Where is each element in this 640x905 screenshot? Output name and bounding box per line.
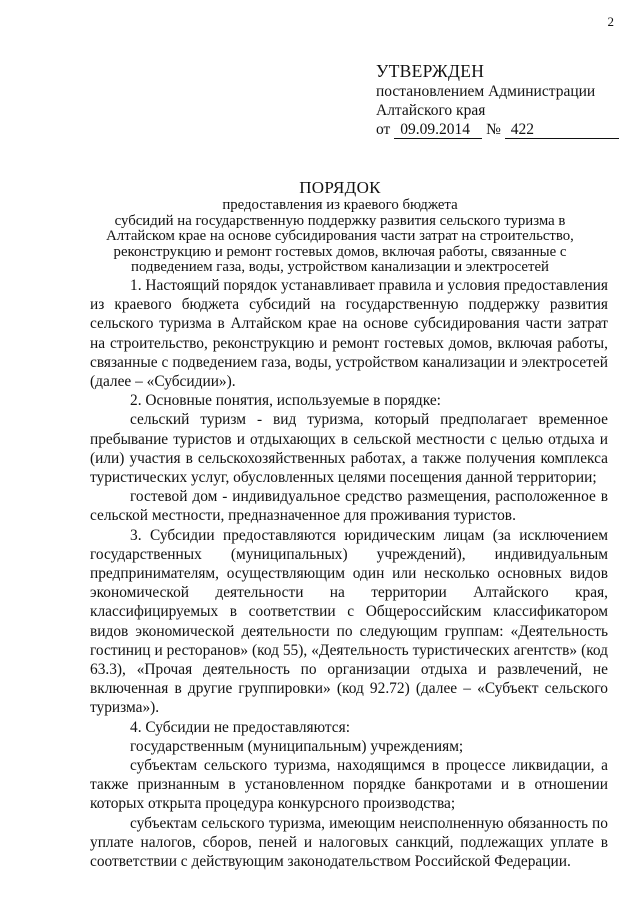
paragraph-4: 4. Субсидии не предоставляются: xyxy=(130,718,350,736)
approval-date: 09.09.2014 xyxy=(394,122,482,139)
approval-heading: УТВЕРЖДЕН xyxy=(376,61,485,81)
paragraph-2: 2. Основные понятия, используемые в порядке: xyxy=(130,392,441,410)
definition-guest-house: гостевой дом - индивидуальное средство размещения, расположенное в сельской местности, предназначенное для проживания туристов. xyxy=(90,488,608,525)
definition-rural-tourism: сельский туризм - вид туризма, который предполагает временное пребывание туристов и отдыхающих в сельской местности с целью отдыха и (или) участия в сельскохозяйственных работах, а также получения комплекса туристических услуг, обусловленных целями посещения данной территории; xyxy=(90,411,608,487)
number-prefix: № xyxy=(486,121,501,138)
document-body xyxy=(90,276,608,871)
exclusion-item: субъектам сельского туризма, имеющим неисполненную обязанность по уплате налогов, сборов, пеней и налоговых санкций, подлежащих уплате в соответствии с действующим законодательством Российской Федерации. xyxy=(90,814,608,871)
page-number: 2 xyxy=(607,14,614,29)
title-heading: ПОРЯДОК xyxy=(299,178,381,197)
date-prefix: от xyxy=(376,121,391,138)
title-line: реконструкцию и ремонт гостевых домов, включая работы, связанные с xyxy=(113,243,567,260)
title-line: Алтайском крае на основе субсидирования части затрат на строительство, xyxy=(106,228,574,244)
approval-region: Алтайского края xyxy=(376,102,486,119)
approval-number: 422 xyxy=(505,122,619,139)
approval-block xyxy=(376,60,616,139)
exclusion-item: государственным (муниципальным) учреждениям; xyxy=(130,737,464,755)
exclusion-item: субъектам сельского туризма, находящимся в процессе ликвидации, а также признанным в установленном порядке банкротами и в отношении которых открыта процедура конкурсного производства; xyxy=(90,757,608,813)
approval-issuer: постановлением Администрации xyxy=(376,83,596,100)
paragraph-1: 1. Настоящий порядок устанавливает правила и условия предоставления из краевого бюджета субсидий на государственную поддержку развития сельского туризма в Алтайском крае на основе субсидирования части затрат на строительство, реконструкцию и ремонт гостевых домов, включая работы, связанные с подведением газа, воды, устройством канализации и электросетей (далее – «Субсидии»). xyxy=(90,277,608,391)
title-line: подведением газа, воды, устройством канализации и электросетей xyxy=(131,259,549,275)
title-line: субсидий на государственную поддержку развития сельского туризма в xyxy=(114,212,566,229)
title-line: предоставления из краевого бюджета xyxy=(222,197,458,213)
document-title xyxy=(80,178,600,276)
approval-date-line xyxy=(376,120,616,139)
paragraph-3: 3. Субсидии предоставляются юридическим лицам (за исключением государственных (муниципальных) учреждений), индивидуальным предпринимателям, осуществляющим один или несколько основных видов экономической деятельности на территории Алтайского края, классифицируемых в соответствии с Общероссийским классификатором видов экономической деятельности по следующим группам: «Деятельность гостиниц и ресторанов» (код 55), «Деятельность туристических агентств» (код 63.3), «Прочая деятельность по организации отдыха и развлечений, не включенная в другие группировки» (код 92.72) (далее – «Субъект сельского туризма»). xyxy=(90,526,608,717)
